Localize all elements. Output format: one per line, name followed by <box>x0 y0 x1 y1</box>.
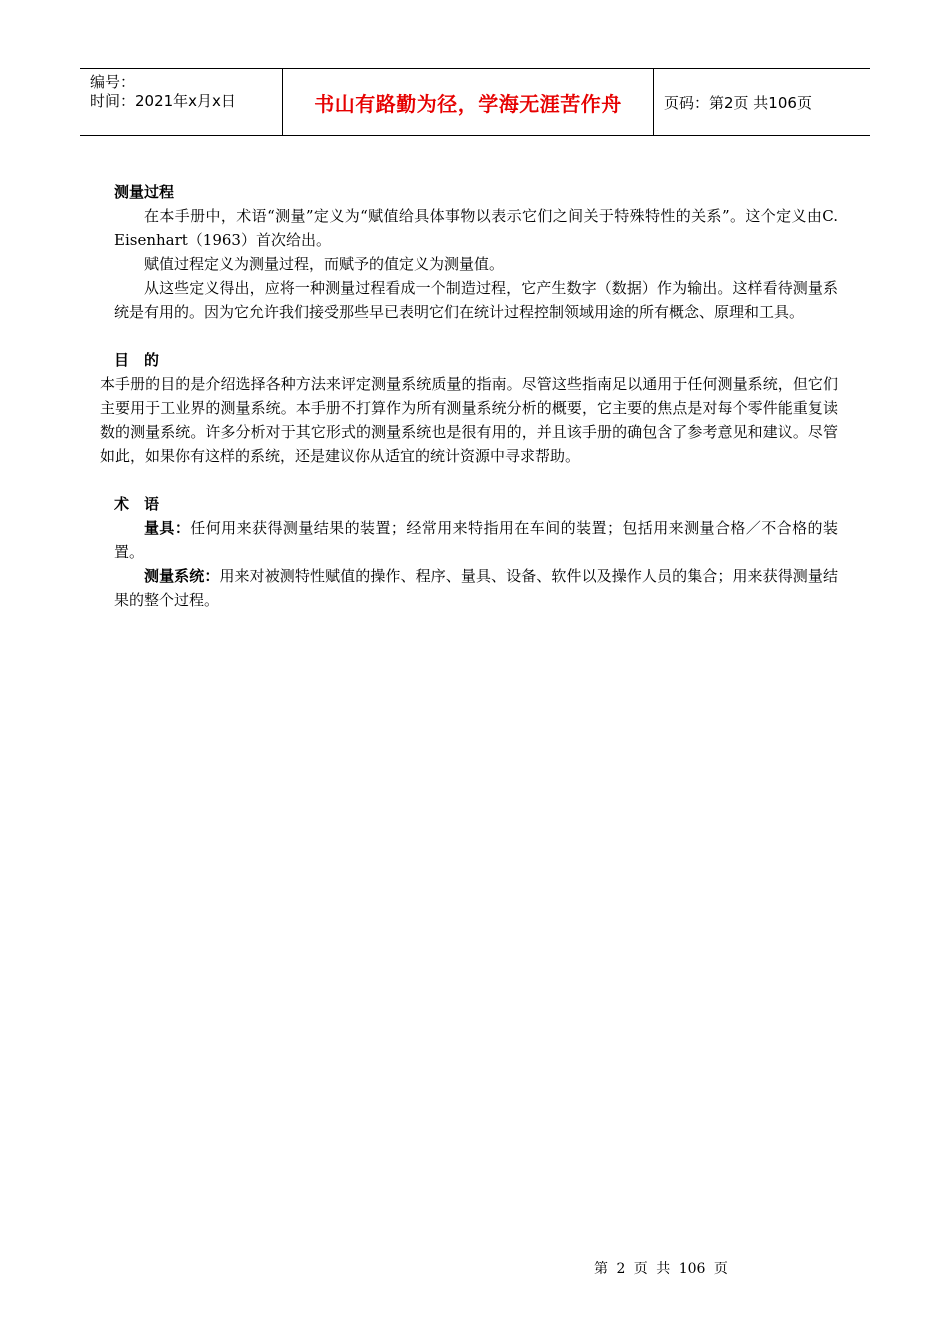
paragraph: 在本手册中，术语“测量”定义为“赋值给具体事物以表示它们之间关于特殊特性的关系”。这个定义由C. Eisenhart（1963）首次给出。 <box>114 207 838 249</box>
term-measurement-system: 测量系统： <box>144 567 220 585</box>
header-motto-cell <box>282 69 654 135</box>
term-gauge: 量具： <box>144 519 191 537</box>
section-title-purpose: 目 的 <box>114 351 160 369</box>
section-title-terms: 术 语 <box>114 495 160 513</box>
spacer <box>114 468 838 492</box>
motto-text: 书山有路勤为径，学海无涯苦作舟 <box>314 91 622 116</box>
page-info-text: 页码：第2页 共106页 <box>664 93 812 112</box>
paragraph: 本手册的目的是介绍选择各种方法来评定测量系统质量的指南。尽管这些指南足以通用于任何测量系统，但它们主要用于工业界的测量系统。本手册不打算作为所有测量系统分析的概要，它主要的焦点是对每个零件能重复读数的测量系统。许多分析对于其它形式的测量系统也是很有用的，并且该手册的确包含了参考意见和建议。尽管如此，如果你有这样的系统，还是建议你从适宜的统计资源中寻求帮助。 <box>100 375 838 465</box>
paragraph: 从这些定义得出，应将一种测量过程看成一个制造过程，它产生数字（数据）作为输出。这样看待测量系统是有用的。因为它允许我们接受那些早已表明它们在统计过程控制领域用途的所有概念、原理和工具。 <box>114 279 838 321</box>
time-label: 时间：2021年x月x日 <box>90 92 236 110</box>
page-footer: 第 2 页 共 106 页 <box>594 1261 728 1277</box>
header-meta <box>80 69 282 135</box>
definition-gauge <box>114 516 838 564</box>
serial-label: 编号： <box>90 73 136 91</box>
definition-measurement-system <box>114 564 838 612</box>
definition-text: 用来对被测特性赋值的操作、程序、量具、设备、软件以及操作人员的集合；用来获得测量结果的整个过程。 <box>114 567 838 609</box>
definition-text: 任何用来获得测量结果的装置；经常用来特指用在车间的装置；包括用来测量合格／不合格的装置。 <box>114 519 838 561</box>
spacer <box>114 324 838 348</box>
section-title-process: 测量过程 <box>114 183 175 201</box>
page-header <box>80 68 870 136</box>
document-body <box>100 180 838 612</box>
paragraph: 赋值过程定义为测量过程，而赋予的值定义为测量值。 <box>144 255 505 273</box>
header-page-info <box>654 69 870 135</box>
